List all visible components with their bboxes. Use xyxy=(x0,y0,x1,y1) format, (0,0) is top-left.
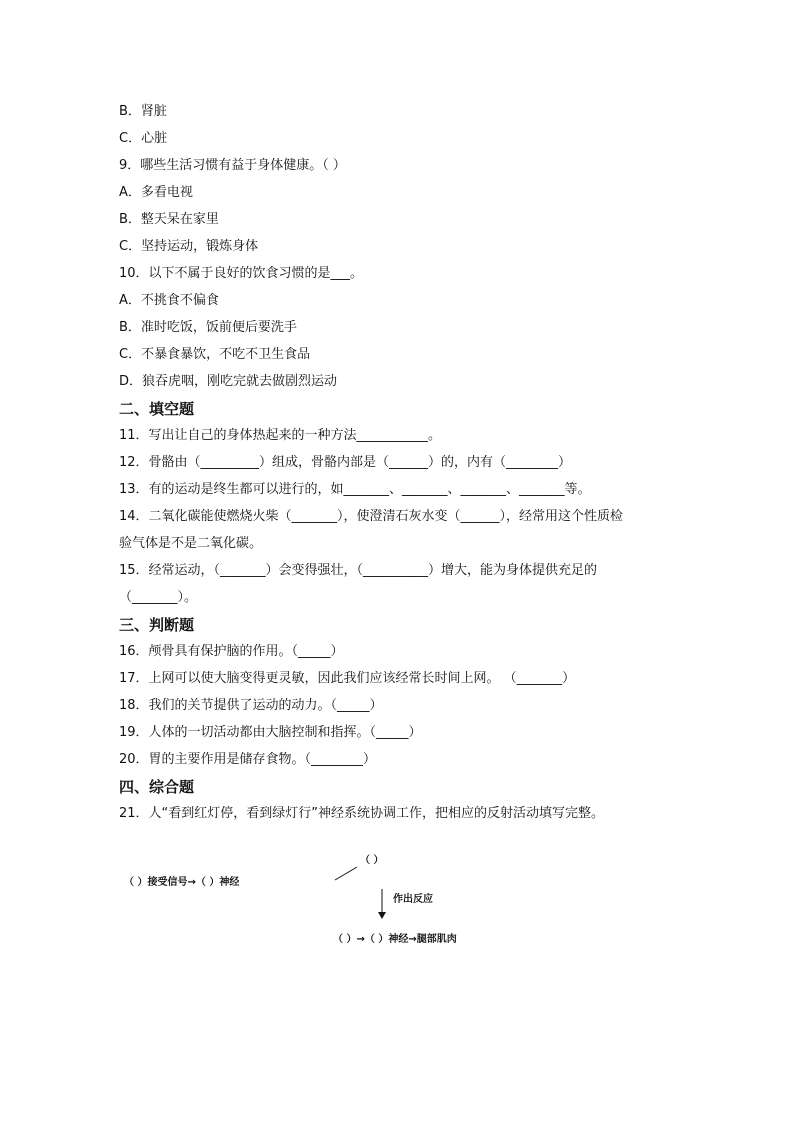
reaction-label: 作出反应 xyxy=(393,894,433,905)
text-line-q17: 17．上网可以使大脑变得更灵敏，因此我们应该经常长时间上网。 （_______） xyxy=(119,671,576,686)
text-line-q14a: 14．二氧化碳能使燃烧火柴（_______），使澄清石灰水变（______），经常用这个性质检 xyxy=(119,509,624,524)
text-line-q18: 18．我们的关节提供了运动的动力。（_____） xyxy=(119,698,383,713)
text-line-opt-10d: D．狼吞虎咽，刚吃完就去做剧烈运动 xyxy=(119,374,338,389)
text-line-opt-10c: C．不暴食暴饮，不吃不卫生食品 xyxy=(119,347,311,362)
text-line-opt-10b: B．准时吃饭，饭前便后要洗手 xyxy=(119,320,297,335)
text-line-q12: 12．骨骼由（_________）组成，骨骼内部是（______）的，内有（________） xyxy=(119,455,572,470)
section-heading-sec2: 二、填空题 xyxy=(119,400,195,418)
text-line-opt-9c: C．坚持运动，锻炼身体 xyxy=(119,239,259,254)
text-line-q20: 20．胃的主要作用是储存食物。（________） xyxy=(119,752,377,767)
text-line-opt-9b: B．整天呆在家里 xyxy=(119,212,219,227)
text-line-q9: 9．哪些生活习惯有益于身体健康。（ ） xyxy=(119,158,346,173)
text-line-q15a: 15．经常运动，（_______）会变得强壮，（__________）增大，能为身体提供充足的 xyxy=(119,563,598,578)
text-line-q15b: （_______）。 xyxy=(119,590,198,605)
text-line-q16: 16．颅骨具有保护脑的作用。（_____） xyxy=(119,644,344,659)
input-row: （ ）接受信号→（ ）神经 xyxy=(124,877,240,888)
top-blank: （ ） xyxy=(360,855,384,866)
text-line-q21: 21．人“看到红灯停，看到绿灯行”神经系统协调工作，把相应的反射活动填写完整。 xyxy=(119,806,605,821)
branch-line xyxy=(335,867,357,880)
section-heading-sec3: 三、判断题 xyxy=(119,616,195,634)
text-line-q19: 19．人体的一切活动都由大脑控制和指挥。（_____） xyxy=(119,725,422,740)
text-line-opt-8c: C．心脏 xyxy=(119,131,168,146)
down-arrow-head xyxy=(378,912,386,919)
text-line-opt-9a: A．多看电视 xyxy=(119,185,193,200)
text-line-opt-10a: A．不挑食不偏食 xyxy=(119,293,219,308)
output-row: （ ）→（ ）神经→腿部肌肉 xyxy=(333,934,457,945)
text-line-opt-8b: B．肾脏 xyxy=(119,104,167,119)
text-line-q14b: 验气体是不是二氧化碳。 xyxy=(119,536,263,551)
section-heading-sec4: 四、综合题 xyxy=(119,778,195,796)
reflex-diagram xyxy=(0,840,794,960)
text-line-q11: 11．写出让自己的身体热起来的一种方法___________。 xyxy=(119,428,442,443)
text-line-q10: 10．以下不属于良好的饮食习惯的是___。 xyxy=(119,266,364,281)
text-line-q13: 13．有的运动是终生都可以进行的，如_______、_______、_______、_______等。 xyxy=(119,482,591,497)
